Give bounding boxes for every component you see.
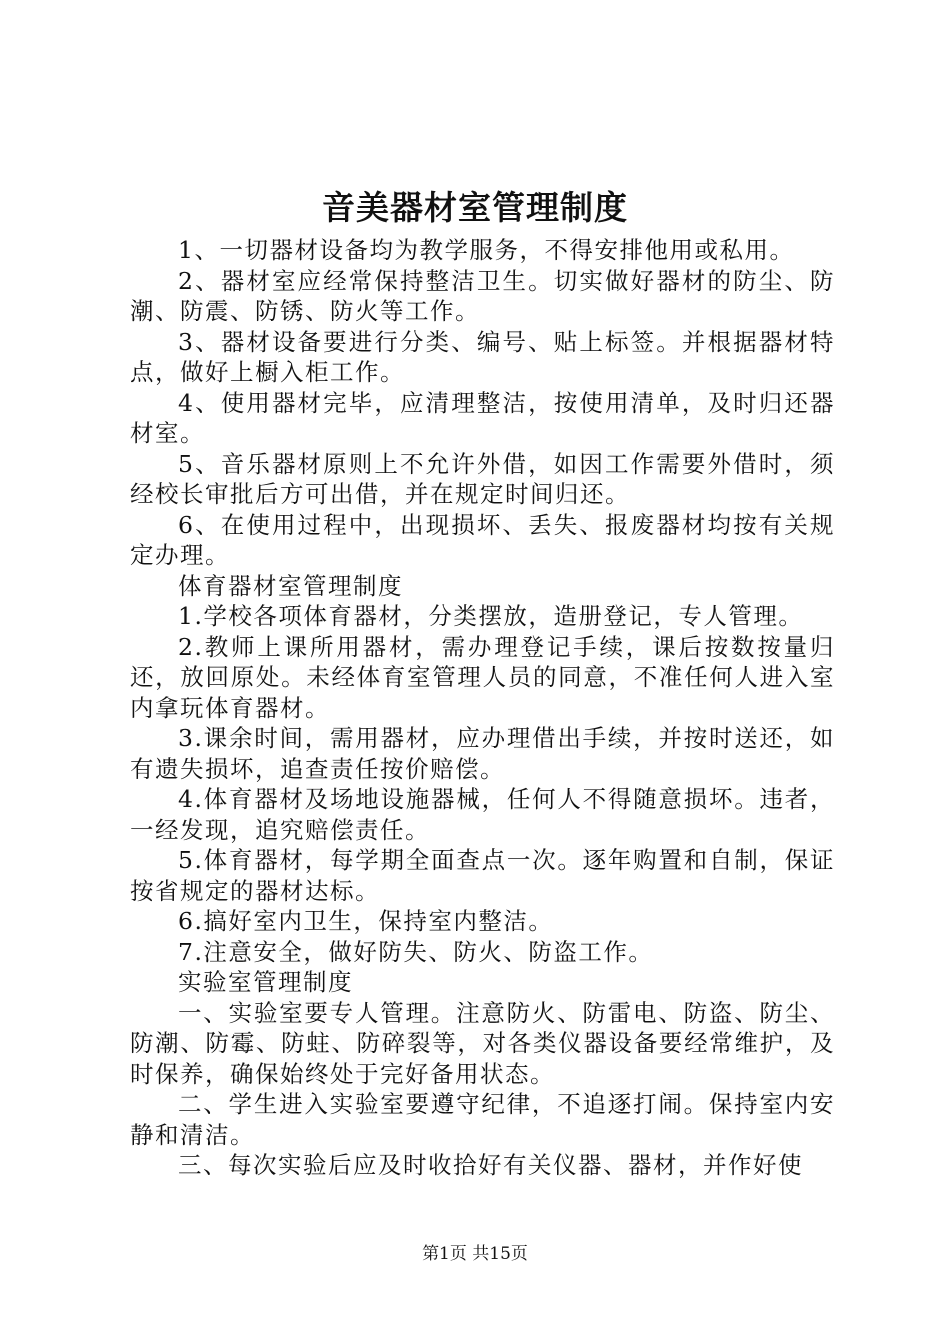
paragraph: 1.学校各项体育器材，分类摆放，造册登记，专人管理。 xyxy=(178,602,804,630)
page-indicator: 第1页 共15页 xyxy=(422,1244,528,1264)
paragraph: 三、每次实验后应及时收拾好有关仪器、器材，并作好使 xyxy=(178,1151,803,1179)
section-heading: 实验室管理制度 xyxy=(178,968,353,996)
paragraph: 2.教师上课所用器材，需办理登记手续，课后按数按量归还，放回原处。未经体育室管理人员的同意，不准任何人进入室内拿玩体育器材。 xyxy=(130,632,835,722)
paragraph: 3、器材设备要进行分类、编号、贴上标签。并根据器材特点，做好上橱入柜工作。 xyxy=(130,327,835,386)
paragraph: 5.体育器材，每学期全面查点一次。逐年购置和自制，保证按省规定的器材达标。 xyxy=(130,846,835,905)
paragraph: 6.搞好室内卫生，保持室内整洁。 xyxy=(178,907,554,935)
paragraph: 2、器材室应经常保持整洁卫生。切实做好器材的防尘、防潮、防震、防锈、防火等工作。 xyxy=(130,266,835,325)
paragraph: 二、学生进入实验室要遵守纪律，不追逐打闹。保持室内安静和清洁。 xyxy=(130,1090,835,1149)
paragraph: 1、一切器材设备均为教学服务，不得安排他用或私用。 xyxy=(178,236,795,264)
paragraph: 一、实验室要专人管理。注意防火、防雷电、防盗、防尘、防潮、防霉、防蛀、防碎裂等，对各类仪器设备要经常维护，及时保养，确保始终处于完好备用状态。 xyxy=(130,998,835,1088)
paragraph: 5、音乐器材原则上不允许外借，如因工作需要外借时，须经校长审批后方可出借，并在规定时间归还。 xyxy=(130,449,835,508)
document-title: 音美器材室管理制度 xyxy=(322,188,628,227)
paragraph: 4.体育器材及场地设施器械，任何人不得随意损坏。违者，一经发现，追究赔偿责任。 xyxy=(130,785,835,844)
paragraph: 3.课余时间，需用器材，应办理借出手续，并按时送还，如有遗失损坏，追查责任按价赔偿。 xyxy=(130,724,835,783)
paragraph: 4、使用器材完毕，应清理整洁，按使用清单，及时归还器材室。 xyxy=(130,388,835,447)
document-body xyxy=(130,235,835,1181)
paragraph: 6、在使用过程中，出现损坏、丢失、报废器材均按有关规定办理。 xyxy=(130,510,835,569)
paragraph: 7.注意安全，做好防失、防火、防盗工作。 xyxy=(178,937,654,966)
section-heading: 体育器材室管理制度 xyxy=(178,571,403,600)
